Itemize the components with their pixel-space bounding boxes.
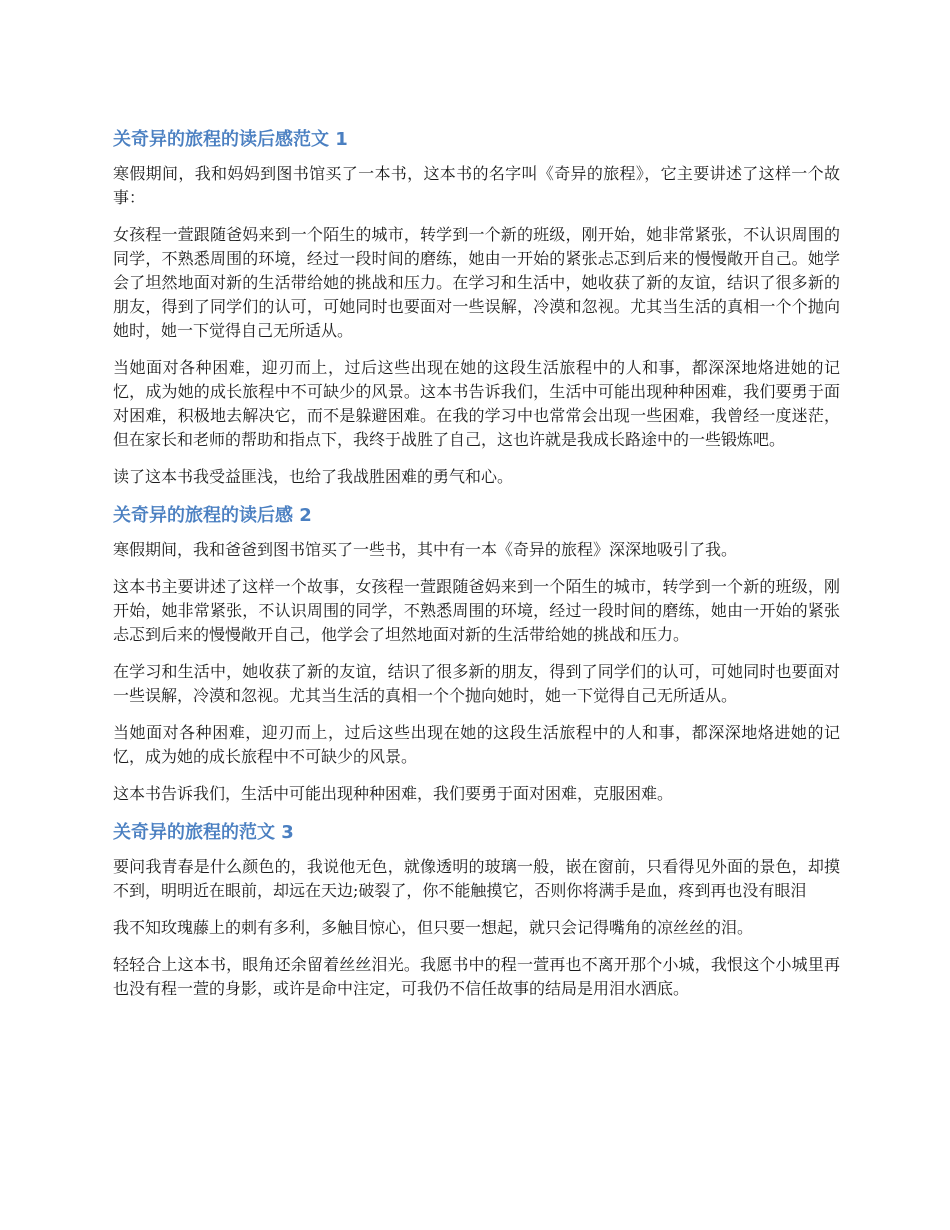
section-1 — [113, 126, 840, 489]
paragraph: 寒假期间，我和爸爸到图书馆买了一些书，其中有一本《奇异的旅程》深深地吸引了我。 — [113, 540, 738, 559]
section-2 — [113, 502, 840, 806]
paragraph: 当她面对各种困难，迎刃而上，过后这些出现在她的这段生活旅程中的人和事，都深深地烙进她的记忆，成为她的成长旅程中不可缺少的风景。 — [113, 723, 840, 766]
paragraph: 当她面对各种困难，迎刃而上，过后这些出现在她的这段生活旅程中的人和事，都深深地烙进她的记忆，成为她的成长旅程中不可缺少的风景。这本书告诉我们，生活中可能出现种种困难，我们要勇于面对困难，积极地去解决它，而不是躲避困难。在我的学习中也常常会出现一些困难，我曾经一度迷茫，但在家长和老师的帮助和指点下，我终于战胜了自己，这也许就是我成长路途中的一些锻炼吧。 — [113, 358, 840, 449]
paragraph: 这本书主要讲述了这样一个故事，女孩程一萱跟随爸妈来到一个陌生的城市，转学到一个新的班级，刚开始，她非常紧张，不认识周围的同学，不熟悉周围的环境，经过一段时间的磨练，她由一开始的紧张忐忑到后来的慢慢敞开自己，他学会了坦然地面对新的生活带给她的挑战和压力。 — [113, 577, 840, 644]
paragraph: 要问我青春是什么颜色的，我说他无色，就像透明的玻璃一般，嵌在窗前，只看得见外面的景色，却摸不到，明明近在眼前，却远在天边;破裂了，你不能触摸它，否则你将满手是血，疼到再也没有眼泪 — [113, 857, 840, 900]
section-title: 关奇异的旅程的读后感范文 1 — [113, 129, 348, 150]
paragraph: 在学习和生活中，她收获了新的友谊，结识了很多新的朋友，得到了同学们的认可，可她同时也要面对一些误解，冷漠和忽视。尤其当生活的真相一个个抛向她时，她一下觉得自己无所适从。 — [113, 662, 840, 705]
paragraph: 我不知玫瑰藤上的刺有多利，多触目惊心，但只要一想起，就只会记得嘴角的凉丝丝的泪。 — [113, 918, 754, 937]
paragraph: 轻轻合上这本书，眼角还余留着丝丝泪光。我愿书中的程一萱再也不离开那个小城，我恨这个小城里再也没有程一萱的身影，或许是命中注定，可我仍不信任故事的结局是用泪水洒底。 — [113, 955, 840, 998]
paragraph: 女孩程一萱跟随爸妈来到一个陌生的城市，转学到一个新的班级，刚开始，她非常紧张，不认识周围的同学，不熟悉周围的环境，经过一段时间的磨练，她由一开始的紧张忐忑到后来的慢慢敞开自己。她学会了坦然地面对新的生活带给她的挑战和压力。在学习和生活中，她收获了新的友谊，结识了很多新的朋友，得到了同学们的认可，可她同时也要面对一些误解，冷漠和忽视。尤其当生活的真相一个个抛向她时，她一下觉得自己无所适从。 — [113, 225, 840, 340]
paragraph: 寒假期间，我和妈妈到图书馆买了一本书，这本书的名字叫《奇异的旅程》，它主要讲述了这样一个故事： — [113, 164, 840, 207]
section-3 — [113, 819, 840, 1001]
section-title: 关奇异的旅程的范文 3 — [113, 822, 294, 843]
paragraph: 这本书告诉我们，生活中可能出现种种困难，我们要勇于面对困难，克服困难。 — [113, 784, 674, 803]
section-title: 关奇异的旅程的读后感 2 — [113, 505, 312, 526]
paragraph: 读了这本书我受益匪浅，也给了我战胜困难的勇气和心。 — [113, 467, 514, 486]
